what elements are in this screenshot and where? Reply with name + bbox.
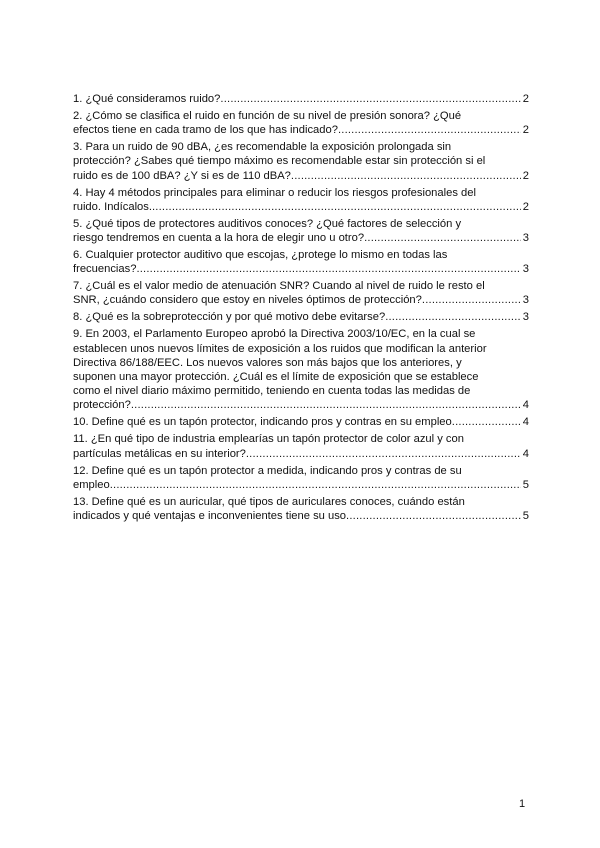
toc-entry[interactable] bbox=[73, 140, 529, 183]
toc-dot-leader bbox=[131, 398, 521, 412]
toc-page-ref: 2 bbox=[522, 124, 529, 137]
page-number: 1 bbox=[519, 798, 526, 810]
toc-entry-line: establecen unos nuevos límites de exposición a los ruidos que modifican la anterior bbox=[73, 342, 487, 355]
toc-entry-line: indicados y qué ventajas e inconvenientes tiene su uso bbox=[73, 510, 347, 523]
toc-entry-line: 9. En 2003, el Parlamento Europeo aprobó la Directiva 2003/10/EC, en la cual se bbox=[73, 328, 476, 341]
toc-page-ref: 2 bbox=[522, 169, 529, 182]
toc-entry-line: 3. Para un ruido de 90 dBA, ¿es recomendable la exposición prolongada sin bbox=[73, 141, 452, 154]
toc-entry-last-line bbox=[73, 398, 529, 412]
toc-entry-line: riesgo tendremos en cuenta a la hora de elegir uno u otro? bbox=[73, 232, 365, 245]
toc-dot-leader bbox=[246, 447, 521, 461]
toc-entry-last-line bbox=[73, 231, 529, 245]
toc-entry-last-line bbox=[73, 200, 529, 214]
toc-entry-line: 12. Define qué es un tapón protector a medida, indicando pros y contras de su bbox=[73, 464, 462, 477]
toc-page-ref: 4 bbox=[522, 416, 529, 429]
toc-entry-line: como el nivel diario máximo permitido, teniendo en cuenta todas las medidas de bbox=[73, 385, 471, 398]
toc-dot-leader bbox=[364, 231, 521, 245]
toc-page-ref: 5 bbox=[522, 478, 529, 491]
toc-entry-line: empleo bbox=[73, 478, 110, 491]
toc-page-ref: 2 bbox=[522, 200, 529, 213]
toc-entry-line: 10. Define qué es un tapón protector, indicando pros y contras en su empleo bbox=[73, 416, 452, 429]
toc-dot-leader bbox=[452, 415, 521, 429]
toc-entry-last-line bbox=[73, 447, 529, 461]
toc-page-ref: 5 bbox=[522, 510, 529, 523]
toc-entry[interactable] bbox=[73, 109, 529, 137]
toc-dot-leader bbox=[152, 200, 521, 214]
toc-dot-leader bbox=[136, 262, 520, 276]
toc-dot-leader bbox=[110, 478, 521, 492]
toc-entry-last-line bbox=[73, 262, 529, 276]
toc-entry[interactable] bbox=[73, 217, 529, 245]
toc-entry-last-line bbox=[73, 478, 529, 492]
toc-entry-line: 7. ¿Cuál es el valor medio de atenuación SNR? Cuando al nivel de ruido le resto el bbox=[73, 280, 485, 293]
toc-page-ref: 3 bbox=[522, 232, 529, 245]
toc-entry-last-line bbox=[73, 509, 529, 523]
toc-page-ref: 4 bbox=[522, 447, 529, 460]
toc-entry-line: ruido. Indícalos. bbox=[73, 200, 152, 213]
toc-entry-last-line bbox=[73, 92, 529, 106]
toc-dot-leader bbox=[291, 169, 521, 183]
toc-dot-leader bbox=[385, 310, 521, 324]
toc-entry-last-line bbox=[73, 169, 529, 183]
toc-entry[interactable] bbox=[73, 186, 529, 214]
toc-dot-leader bbox=[338, 123, 521, 137]
toc-dot-leader bbox=[220, 92, 520, 106]
toc-entry[interactable] bbox=[73, 432, 529, 460]
toc-page-ref: 4 bbox=[522, 399, 529, 412]
toc-entry[interactable] bbox=[73, 495, 529, 523]
toc-entry[interactable] bbox=[73, 279, 529, 307]
toc-page-ref: 2 bbox=[522, 93, 529, 105]
toc-entry-last-line bbox=[73, 123, 529, 137]
toc-entry-line: SNR, ¿cuándo considero que estoy en niveles óptimos de protección? bbox=[73, 294, 422, 307]
toc-entry-last-line bbox=[73, 293, 529, 307]
toc-entry-line: Directiva 86/188/EEC. Los nuevos valores son más bajos que los anteriores, y bbox=[73, 356, 462, 369]
toc-entry[interactable] bbox=[73, 248, 529, 276]
toc-entry-last-line bbox=[73, 415, 529, 429]
toc-entry-line: ruido es de 100 dBA? ¿Y si es de 110 dBA? bbox=[73, 169, 291, 182]
toc-entry-line: suponen una mayor protección. ¿Cuál es el límite de exposición que se establece bbox=[73, 371, 479, 384]
toc-entry-last-line bbox=[73, 310, 529, 324]
toc-entry-line: 6. Cualquier protector auditivo que escojas, ¿protege lo mismo en todas las bbox=[73, 249, 448, 262]
toc-entry-line: 2. ¿Cómo se clasifica el ruido en función de su nivel de presión sonora? ¿Qué bbox=[73, 110, 462, 122]
table-of-contents bbox=[73, 92, 529, 526]
toc-page-ref: 3 bbox=[522, 263, 529, 276]
toc-page-ref: 3 bbox=[522, 294, 529, 307]
toc-entry[interactable] bbox=[73, 327, 529, 412]
toc-entry[interactable] bbox=[73, 415, 529, 429]
toc-entry[interactable] bbox=[73, 310, 529, 324]
toc-entry-line: 8. ¿Qué es la sobreprotección y por qué motivo debe evitarse? bbox=[73, 311, 386, 324]
toc-entry-line: 5. ¿Qué tipos de protectores auditivos conoces? ¿Qué factores de selección y bbox=[73, 217, 462, 230]
toc-entry-line: 13. Define qué es un auricular, qué tipos de auriculares conoces, cuándo están bbox=[73, 495, 465, 508]
toc-entry-line: efectos tiene en cada tramo de los que has indicado? bbox=[73, 124, 338, 137]
toc-entry-line: 4. Hay 4 métodos principales para eliminar o reducir los riesgos profesionales del bbox=[73, 186, 476, 199]
toc-entry[interactable] bbox=[73, 92, 529, 106]
toc-page-ref: 3 bbox=[522, 311, 529, 324]
toc-dot-leader bbox=[346, 509, 521, 523]
toc-entry-line: 11. ¿En qué tipo de industria emplearías un tapón protector de color azul y con bbox=[73, 433, 464, 446]
toc-entry-line: 1. ¿Qué consideramos ruido? bbox=[73, 93, 221, 105]
toc-dot-leader bbox=[422, 293, 521, 307]
toc-entry-line: frecuencias? bbox=[73, 263, 137, 276]
toc-entry-line: protección? ¿Sabes qué tiempo máximo es recomendable estar sin protección si el bbox=[73, 155, 486, 168]
toc-entry[interactable] bbox=[73, 464, 529, 492]
toc-entry-line: protección? bbox=[73, 399, 131, 412]
toc-entry-line: partículas metálicas en su interior? bbox=[73, 447, 246, 460]
